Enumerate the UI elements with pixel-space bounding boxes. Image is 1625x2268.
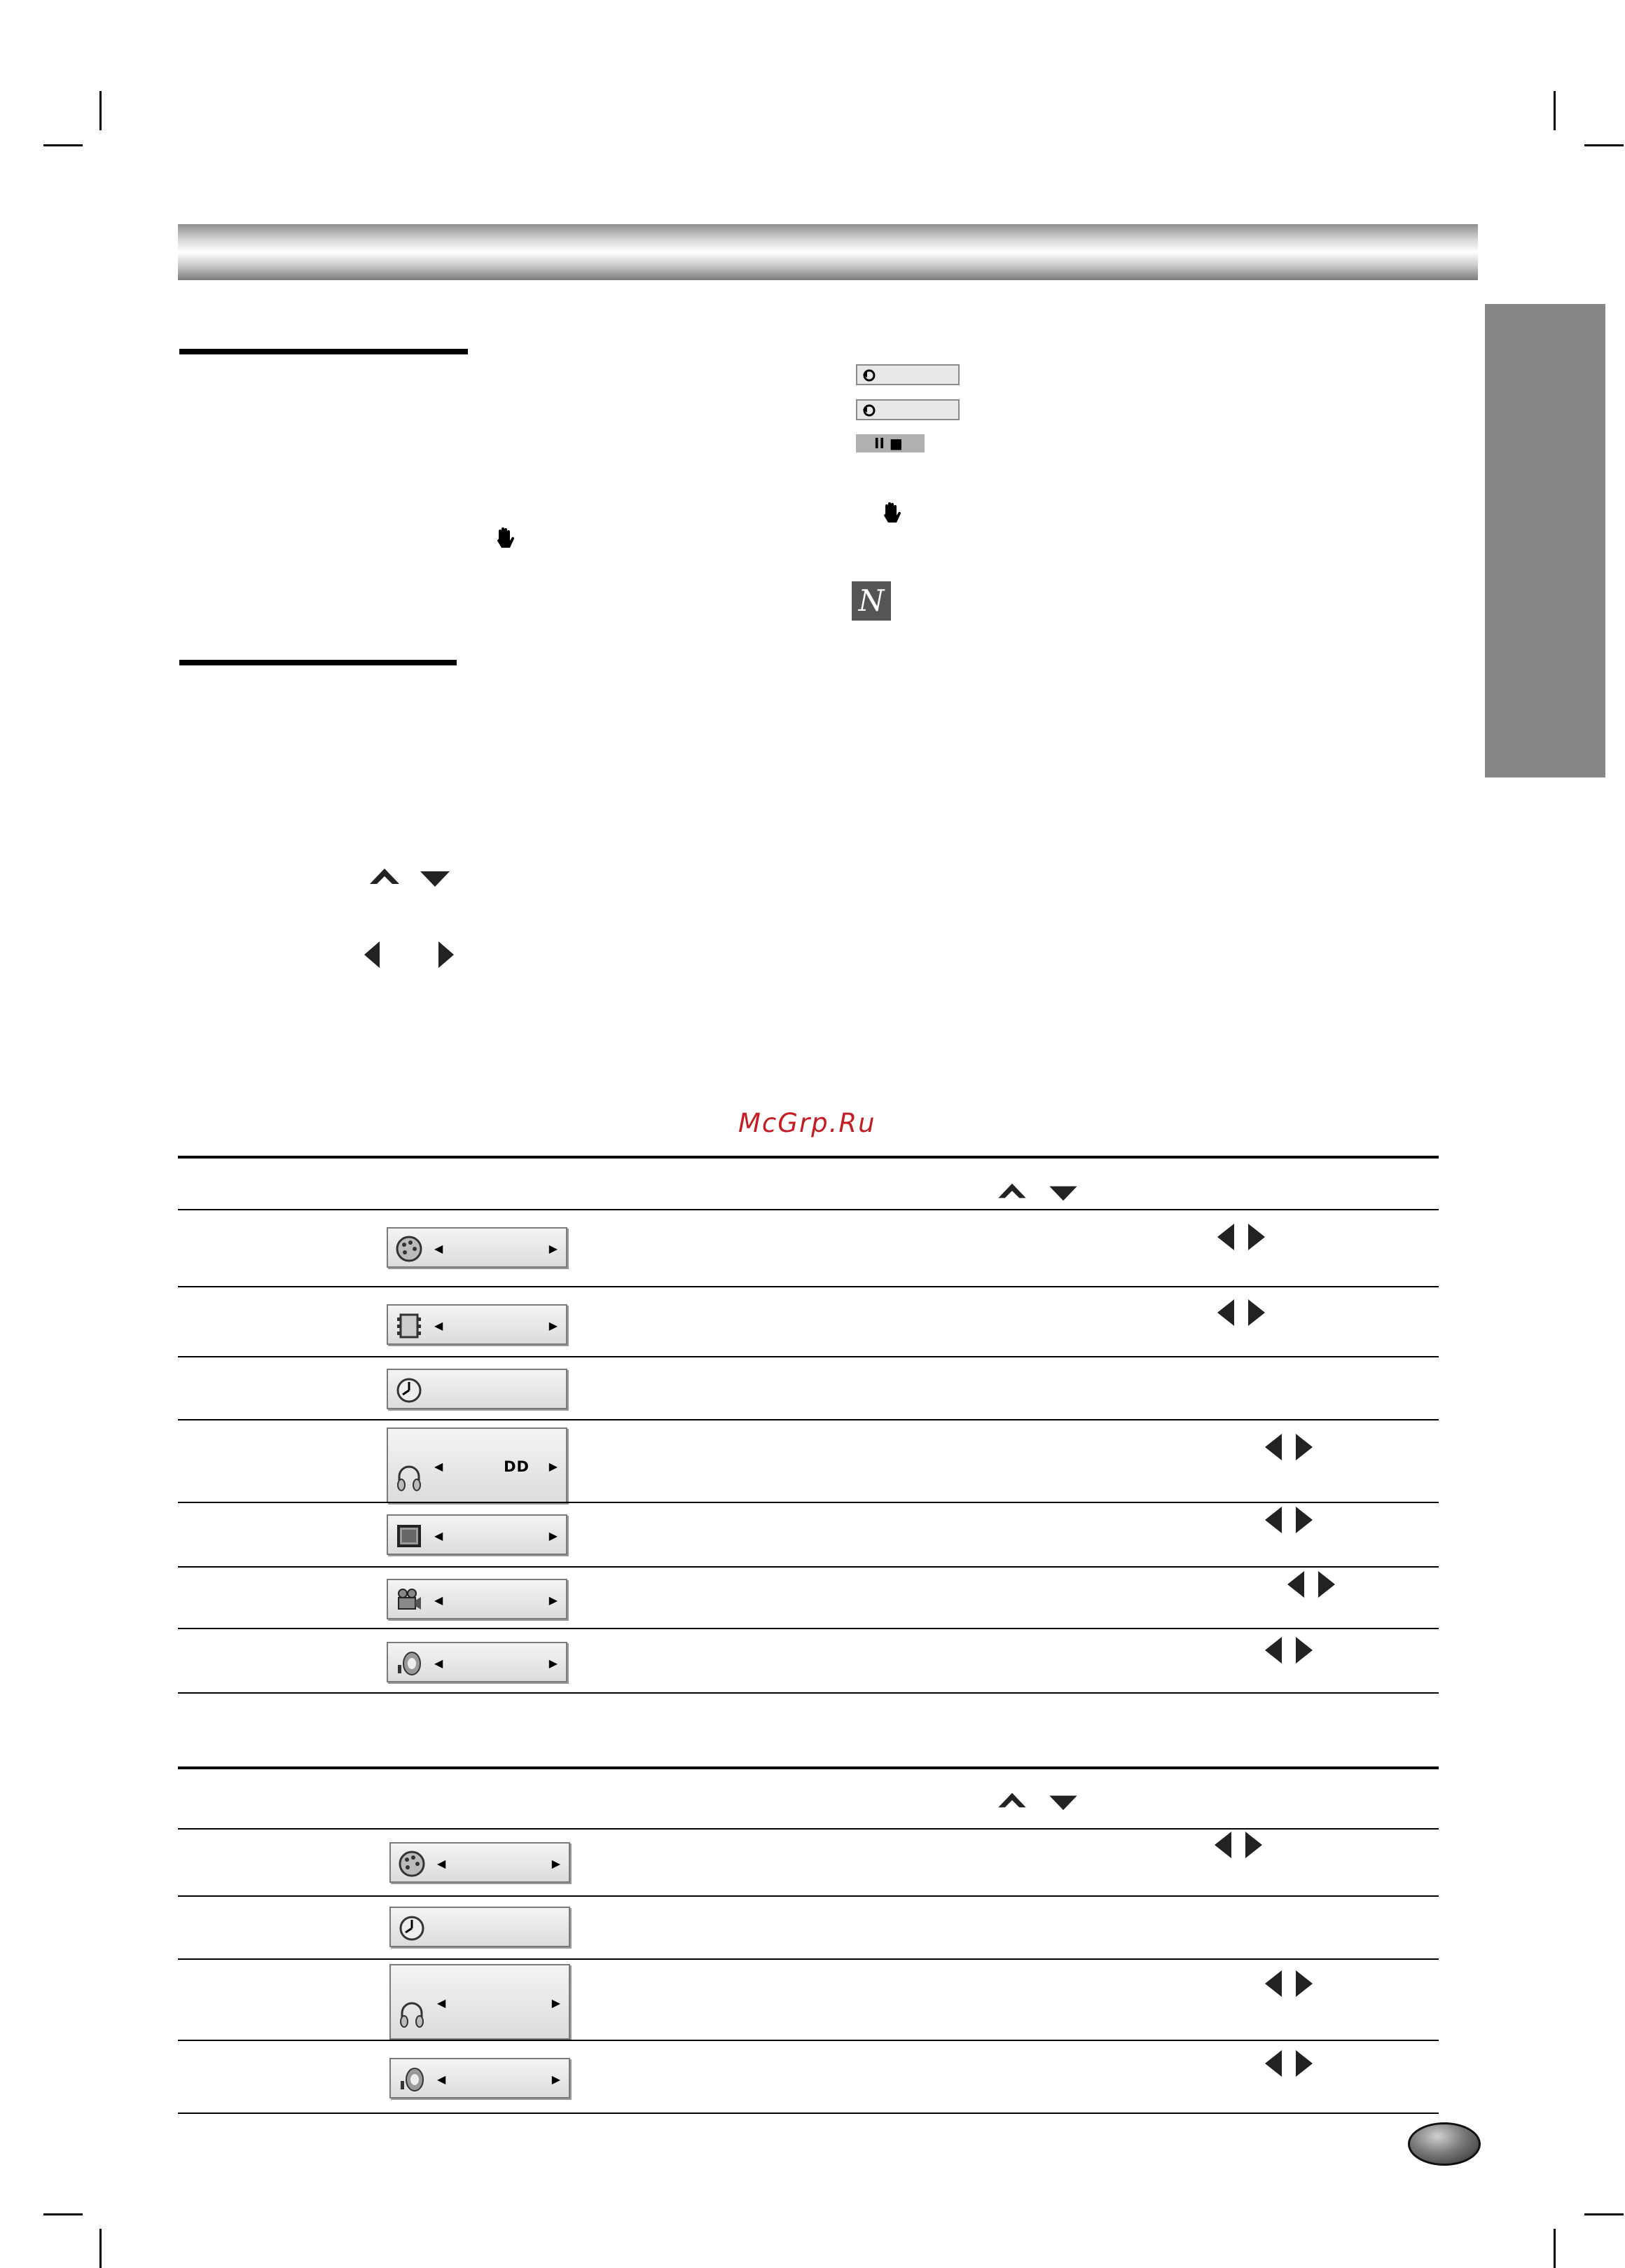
angle-osd — [387, 1579, 567, 1619]
table-rule — [178, 1895, 1439, 1897]
sound-osd — [387, 1642, 567, 1682]
table-rule — [178, 1958, 1439, 1960]
crop-mark — [1554, 2229, 1556, 2268]
right-caret: ▶ — [548, 1460, 558, 1473]
left-right-arrows-icon — [1213, 1297, 1269, 1328]
table-rule — [178, 1502, 1439, 1503]
audio-osd — [387, 1427, 567, 1503]
watermark: McGrp.Ru — [738, 1108, 876, 1138]
left-caret: ◀ — [437, 1996, 446, 2010]
right-caret: ▶ — [548, 1657, 558, 1670]
dolby-digital-logo: DD — [504, 1458, 530, 1475]
crop-mark — [1554, 91, 1556, 130]
header-bar — [178, 224, 1478, 280]
table-rule — [178, 2113, 1439, 2114]
right-caret: ▶ — [548, 1319, 558, 1332]
left-caret: ◀ — [437, 2073, 446, 2086]
crop-mark — [1584, 144, 1624, 146]
table-rule — [178, 1566, 1439, 1568]
up-arrow-icon — [995, 1181, 1030, 1202]
left-right-arrows-icon — [1261, 1505, 1317, 1535]
track-osd — [389, 1842, 570, 1883]
left-right-arrows-icon — [1210, 1830, 1266, 1860]
right-caret: ▶ — [548, 1593, 558, 1607]
pause-stop-icon: II ■ — [874, 435, 903, 452]
table-rule — [178, 1356, 1439, 1357]
up-arrow-icon — [368, 866, 401, 888]
down-arrow-icon — [1046, 1182, 1080, 1203]
left-caret: ◀ — [434, 1460, 443, 1473]
table-rule — [178, 1156, 1439, 1159]
picture-mode-icon — [395, 1522, 423, 1550]
table-rule — [178, 1692, 1439, 1694]
left-right-arrows-icon — [1261, 1968, 1317, 1999]
speaker-icon — [395, 1650, 423, 1678]
right-caret: ▶ — [548, 1529, 558, 1542]
subtitle-icon — [398, 1850, 426, 1878]
crop-mark — [43, 2213, 83, 2215]
left-right-arrows-icon — [1261, 2048, 1317, 2079]
right-caret: ▶ — [548, 1242, 558, 1255]
left-right-arrows-icon — [1261, 1432, 1317, 1463]
right-arrow-icon — [434, 940, 457, 969]
table-rule — [178, 2040, 1439, 2041]
audio-osd — [389, 1964, 570, 2040]
chapter-film-icon — [395, 1312, 423, 1340]
down-arrow-icon — [419, 867, 451, 890]
up-arrow-icon — [995, 1790, 1030, 1811]
crop-mark — [99, 2229, 102, 2268]
left-caret: ◀ — [434, 1242, 443, 1255]
side-tab — [1485, 304, 1605, 777]
section-rule — [179, 660, 457, 665]
pause-stop-status — [856, 434, 925, 452]
clock-icon — [398, 1914, 426, 1942]
picture-osd — [387, 1514, 567, 1555]
left-caret: ◀ — [434, 1657, 443, 1670]
left-right-arrows-icon — [1283, 1569, 1339, 1600]
time-osd — [389, 1907, 570, 1947]
right-caret: ▶ — [551, 1857, 560, 1870]
section-rule — [179, 349, 468, 354]
headphones-icon — [398, 2000, 426, 2028]
left-caret: ◀ — [434, 1319, 443, 1332]
repeat-status-box — [856, 399, 960, 420]
speaker-icon — [398, 2066, 426, 2094]
left-arrow-icon — [361, 940, 384, 969]
right-caret: ▶ — [551, 1996, 560, 2010]
camera-icon — [395, 1586, 423, 1614]
left-caret: ◀ — [434, 1593, 443, 1607]
table-rule — [178, 1209, 1439, 1210]
table-rule — [178, 1419, 1439, 1420]
repeat-icon — [862, 368, 877, 383]
chapter-osd — [387, 1304, 567, 1345]
repeat-icon — [862, 403, 877, 418]
crop-mark — [1584, 2213, 1624, 2215]
crop-mark — [43, 144, 83, 146]
left-right-arrows-icon — [1213, 1222, 1269, 1252]
subtitle-icon — [395, 1235, 423, 1263]
right-caret: ▶ — [551, 2073, 560, 2086]
table-rule — [178, 1766, 1439, 1769]
sound-osd — [389, 2058, 570, 2098]
table-rule — [178, 1628, 1439, 1629]
headphones-icon — [395, 1464, 423, 1492]
hand-icon — [881, 502, 904, 525]
down-arrow-icon — [1046, 1792, 1080, 1813]
page-number-badge — [1408, 2122, 1481, 2166]
table-rule — [178, 1286, 1439, 1287]
crop-mark — [99, 91, 102, 130]
left-caret: ◀ — [437, 1857, 446, 1870]
hand-icon — [495, 527, 517, 551]
subtitle-osd — [387, 1227, 567, 1268]
left-caret: ◀ — [434, 1529, 443, 1542]
time-osd — [387, 1369, 567, 1409]
left-right-arrows-icon — [1261, 1635, 1317, 1666]
clock-icon — [395, 1376, 423, 1404]
nav-n-icon: N — [852, 581, 891, 621]
repeat-status-box — [856, 364, 960, 385]
